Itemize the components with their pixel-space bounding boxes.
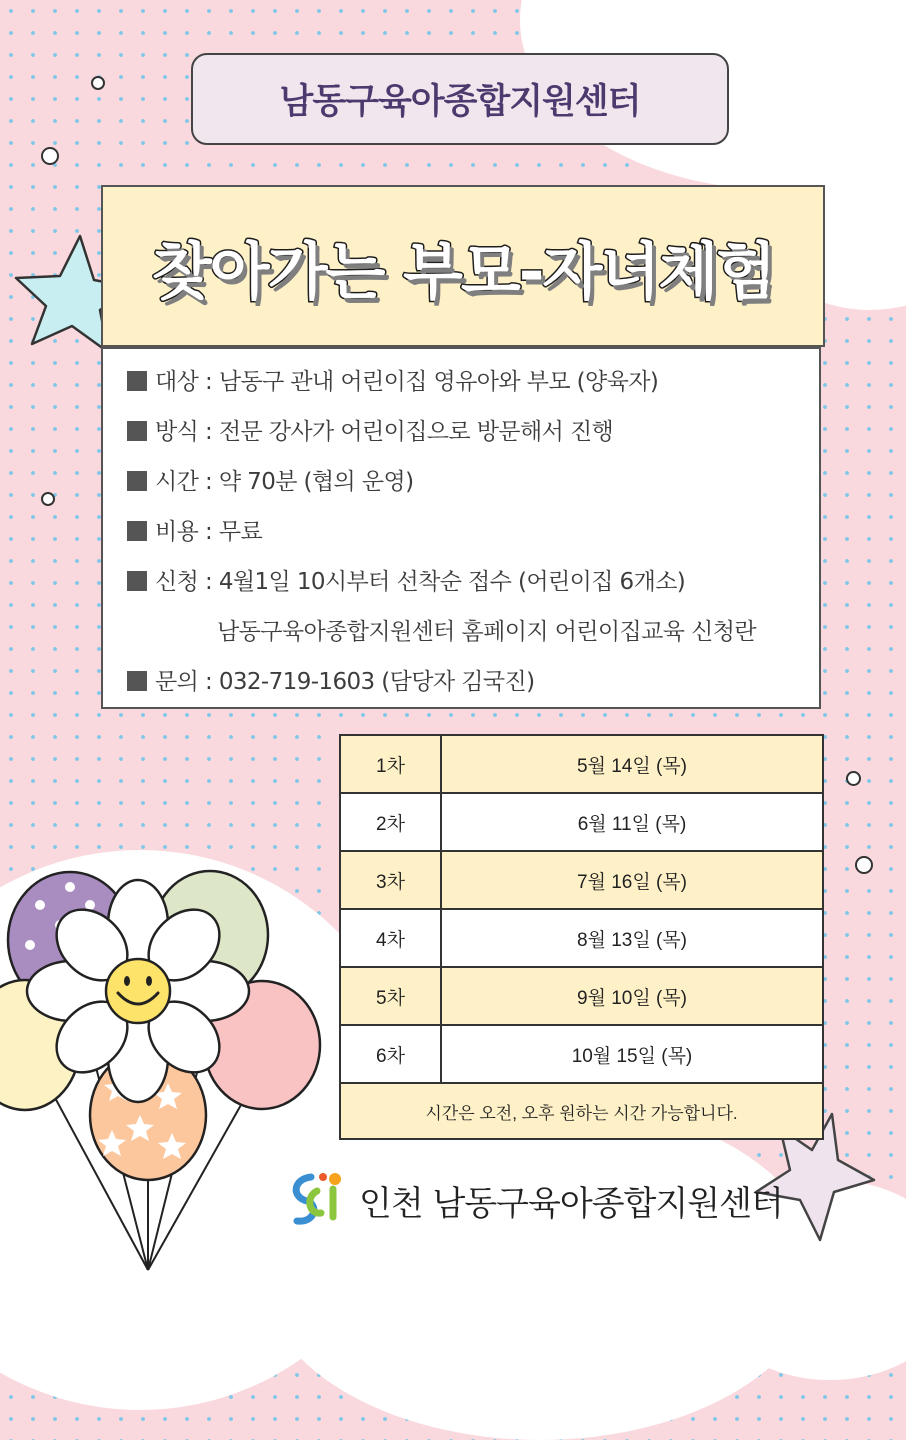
info-row-apply-detail xyxy=(217,613,756,646)
footer-logo xyxy=(283,1165,783,1235)
info-row-apply: 신청 : 4월1일 10시부터 선착순 접수 (어린이집 6개소) xyxy=(127,563,685,596)
info-row-cost: 비용 : 무료 xyxy=(127,513,262,546)
date-cell: 9월 10일 (목) xyxy=(441,967,823,1025)
info-row-target: 대상 : 남동구 관내 어린이집 영유아와 부모 (양육자) xyxy=(127,363,658,396)
table-row xyxy=(340,909,823,967)
footer-center-name: 인천 남동구육아종합지원센터 xyxy=(359,1183,783,1224)
info-value: 약 70분 (협의 운영) xyxy=(218,469,414,495)
schedule-note: 시간은 오전, 오후 원하는 시간 가능합니다. xyxy=(340,1083,823,1139)
square-bullet-icon xyxy=(127,371,147,391)
decorative-circle xyxy=(855,856,873,874)
decorative-circle xyxy=(846,771,861,786)
decorative-circle xyxy=(41,147,59,165)
info-value: 4월1일 10시부터 선착순 접수 (어린이집 6개소) xyxy=(218,569,686,595)
round-cell: 5차 xyxy=(340,967,441,1025)
date-cell: 7월 16일 (목) xyxy=(441,851,823,909)
info-value: 무료 xyxy=(218,519,263,545)
info-value: 032-719-1603 (담당자 김국진) xyxy=(218,669,535,695)
info-row-time: 시간 : 약 70분 (협의 운영) xyxy=(127,463,413,496)
info-label: 방식 xyxy=(155,419,199,445)
round-cell: 4차 xyxy=(340,909,441,967)
date-cell: 6월 11일 (목) xyxy=(441,793,823,851)
square-bullet-icon xyxy=(127,471,147,491)
round-cell: 2차 xyxy=(340,793,441,851)
title-box xyxy=(101,185,825,347)
square-bullet-icon xyxy=(127,571,147,591)
info-row-contact: 문의 : 032-719-1603 (담당자 김국진) xyxy=(127,663,534,696)
center-name-banner xyxy=(191,53,729,145)
round-cell: 3차 xyxy=(340,851,441,909)
info-panel xyxy=(101,347,821,709)
info-value-extra: 남동구육아종합지원센터 홈페이지 어린이집교육 신청란 xyxy=(217,619,756,645)
date-cell: 5월 14일 (목) xyxy=(441,735,823,793)
square-bullet-icon xyxy=(127,421,147,441)
date-cell: 8월 13일 (목) xyxy=(441,909,823,967)
round-cell: 6차 xyxy=(340,1025,441,1083)
round-cell: 1차 xyxy=(340,735,441,793)
table-row xyxy=(340,851,823,909)
info-label: 대상 xyxy=(155,369,199,395)
decorative-circle xyxy=(41,492,55,506)
square-bullet-icon xyxy=(127,521,147,541)
table-row xyxy=(340,1025,823,1083)
table-row xyxy=(340,793,823,851)
info-label: 비용 xyxy=(155,519,199,545)
table-row xyxy=(340,967,823,1025)
info-label: 신청 xyxy=(155,569,199,595)
schedule-table xyxy=(339,734,824,1140)
decorative-circle xyxy=(91,76,105,90)
center-name: 남동구육아종합지원센터 xyxy=(279,82,641,122)
square-bullet-icon xyxy=(127,671,147,691)
table-note-row xyxy=(340,1083,823,1139)
info-row-method: 방식 : 전문 강사가 어린이집으로 방문해서 진행 xyxy=(127,413,613,446)
info-value: 전문 강사가 어린이집으로 방문해서 진행 xyxy=(218,419,614,445)
info-label: 문의 xyxy=(155,669,199,695)
table-row xyxy=(340,735,823,793)
info-label: 시간 xyxy=(155,469,199,495)
info-value: 남동구 관내 어린이집 영유아와 부모 (양육자) xyxy=(218,369,659,395)
date-cell: 10월 15일 (목) xyxy=(441,1025,823,1083)
page-title: 찾아가는 부모-자녀체험 xyxy=(151,234,775,308)
balloon-bouquet-icon xyxy=(0,865,330,1275)
center-logo-icon xyxy=(283,1167,349,1233)
